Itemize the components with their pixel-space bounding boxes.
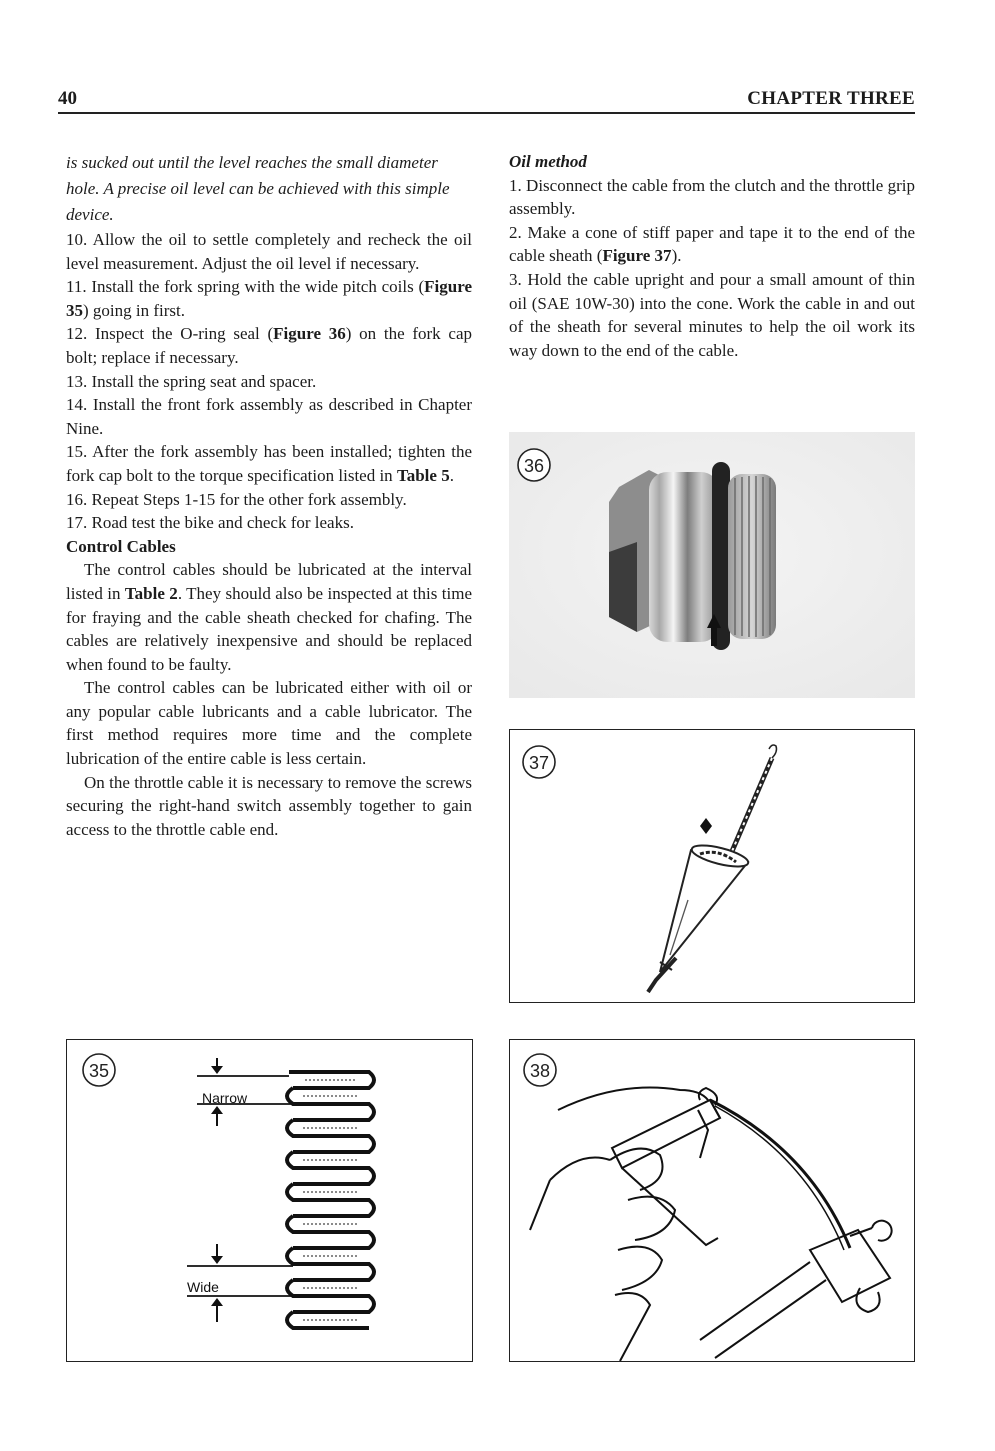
oil-step-3: 3. Hold the cable upright and pour a small amount of thin oil (SAE 10W-30) into the cone. Work the cable in and out of the sheath for several minutes to help the oil work its way down to the end of the cable. bbox=[509, 269, 915, 360]
step-12-pre: 12. Inspect the O-ring seal ( bbox=[66, 324, 274, 344]
paragraph-1-pre: The control cables should be lubricated at the interval listed in bbox=[66, 560, 472, 603]
figure-37-number: 37 bbox=[528, 753, 550, 773]
oil-step-1: 1. Disconnect the cable from the clutch and the throttle grip assembly. bbox=[509, 175, 915, 219]
oil-step-2-post: ). bbox=[671, 246, 682, 266]
step-15 bbox=[66, 440, 472, 487]
figure-36 bbox=[509, 432, 915, 698]
figure-35-drawing bbox=[67, 1040, 472, 1361]
paragraph-1 bbox=[66, 558, 472, 676]
step-15-post: . bbox=[449, 465, 454, 485]
figure-36-photo bbox=[509, 432, 915, 698]
step-10: 10. Allow the oil to settle completely and recheck the oil level measurement. Adjust the oil level if necessary. bbox=[66, 230, 472, 273]
step-14: 14. Install the front fork assembly as described in Chapter Nine. bbox=[66, 395, 472, 438]
right-column bbox=[509, 150, 915, 362]
oil-step-2-pre: 2. Make a cone of stiff paper and tape it to the end of the cable sheath ( bbox=[509, 222, 915, 266]
figure-36-number: 36 bbox=[523, 456, 545, 476]
label-narrow: Narrow bbox=[202, 1090, 248, 1106]
step-16: 16. Repeat Steps 1-15 for the other fork assembly. bbox=[66, 489, 407, 509]
step-11-post: ) going in first. bbox=[83, 300, 185, 320]
step-11-pre: 11. Install the fork spring with the wide pitch coils ( bbox=[66, 277, 425, 297]
step-11-figref: Figure 35 bbox=[66, 277, 472, 320]
note-text: is sucked out until the level reaches the small diameter hole. A precise oil level can be achieved with this simple device. bbox=[66, 153, 450, 224]
figure-35 bbox=[66, 1039, 473, 1362]
figure-38 bbox=[509, 1039, 915, 1362]
step-17: 17. Road test the bike and check for leaks. bbox=[66, 513, 354, 533]
step-12-post: ) on the fork cap bolt; replace if necessary. bbox=[66, 324, 472, 367]
step-12 bbox=[66, 322, 472, 369]
paragraph-2: The control cables can be lubricated either with oil or any popular cable lubricants and a cable lubricator. The first method requires more time and the complete lubrication of the entire cable is less certain. bbox=[66, 678, 472, 769]
figure-38-drawing bbox=[510, 1040, 914, 1361]
left-column bbox=[66, 150, 472, 841]
step-15-tableref: Table 5 bbox=[396, 465, 450, 485]
header-rule bbox=[58, 112, 915, 114]
page-number: 40 bbox=[58, 88, 77, 109]
label-wide: Wide bbox=[187, 1279, 219, 1295]
paragraph-1-post: . They should also be inspected at this time for fraying and the cable sheath checked for chafing. The cables are relatively inexpensive and should be replaced when found to be faulty. bbox=[66, 583, 472, 674]
section-heading-control-cables: Control Cables bbox=[66, 536, 176, 556]
oil-step-2-figref: Figure 37 bbox=[602, 246, 672, 266]
figure-37 bbox=[509, 729, 915, 1003]
chapter-title: CHAPTER THREE bbox=[747, 88, 915, 109]
oil-step-2 bbox=[509, 221, 915, 268]
step-15-pre: 15. After the fork assembly has been installed; tighten the fork cap bolt to the torque specification listed in bbox=[66, 442, 472, 485]
paragraph-1-tableref: Table 2 bbox=[124, 583, 178, 603]
figure-37-drawing bbox=[510, 730, 914, 1002]
paragraph-3: On the throttle cable it is necessary to remove the screws securing the right-hand switch assembly together to gain access to the throttle cable end. bbox=[66, 772, 472, 839]
section-heading-oil-method: Oil method bbox=[509, 152, 587, 171]
figure-38-number: 38 bbox=[529, 1061, 551, 1081]
step-13: 13. Install the spring seat and spacer. bbox=[66, 371, 317, 391]
step-12-figref: Figure 36 bbox=[273, 324, 346, 344]
step-11 bbox=[66, 275, 472, 322]
figure-35-number: 35 bbox=[88, 1061, 110, 1081]
